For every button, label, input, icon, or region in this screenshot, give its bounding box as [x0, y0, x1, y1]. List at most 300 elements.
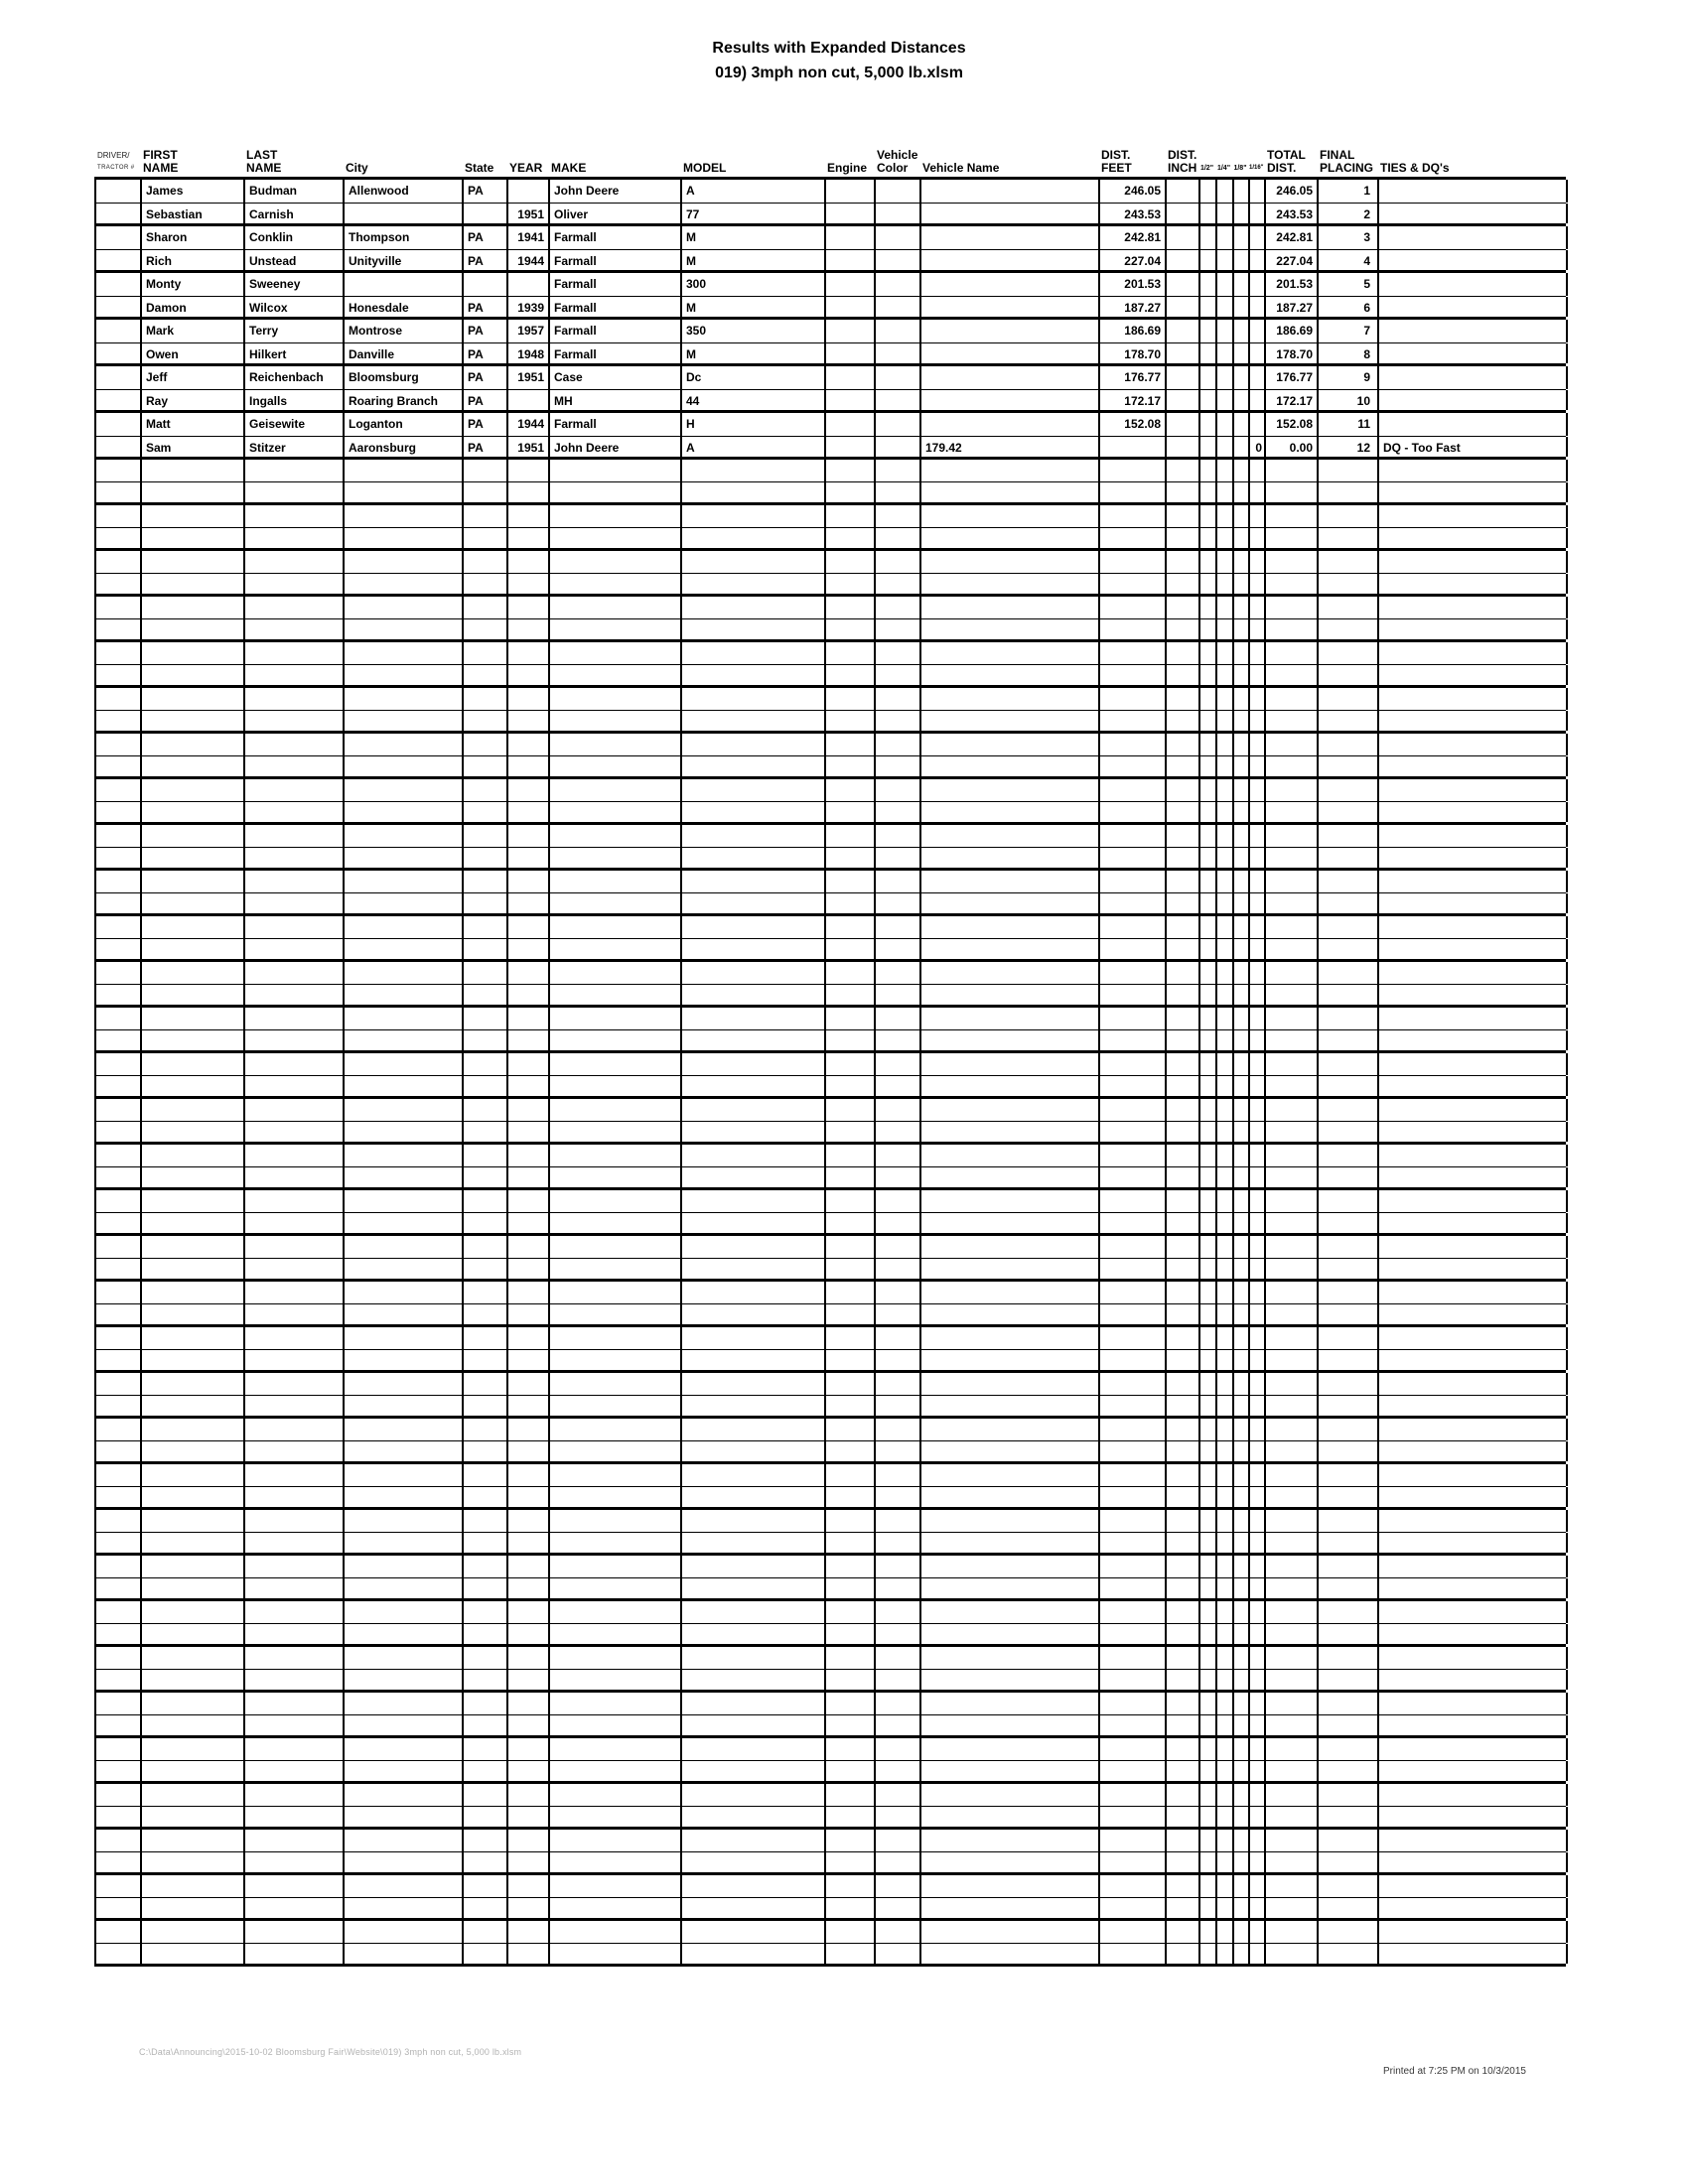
- cell-state: [464, 1236, 508, 1258]
- cell-year: [508, 802, 550, 822]
- cell-placing: [1319, 1487, 1379, 1507]
- cell-f4: [1217, 1419, 1234, 1440]
- cell-driver: [96, 1556, 142, 1577]
- cell-f8: [1234, 320, 1250, 342]
- cell-inch: [1167, 1373, 1200, 1395]
- cell-make: [550, 1030, 682, 1050]
- cell-placing: [1319, 1601, 1379, 1623]
- cell-first: Monty: [142, 273, 245, 296]
- cell-city: [345, 1327, 464, 1349]
- cell-make: [550, 1556, 682, 1577]
- cell-engine: [826, 619, 876, 639]
- cell-first: [142, 619, 245, 639]
- cell-placing: [1319, 1259, 1379, 1279]
- cell-feet: [1100, 1898, 1167, 1918]
- cell-f16: [1250, 460, 1266, 481]
- cell-model: A: [682, 180, 826, 203]
- cell-driver: [96, 939, 142, 959]
- cell-f2: [1200, 642, 1217, 664]
- cell-driver: [96, 871, 142, 892]
- cell-feet: [1100, 1875, 1167, 1897]
- cell-name: [921, 1533, 1100, 1553]
- cell-name: [921, 204, 1100, 224]
- cell-last: [245, 597, 345, 618]
- cell-color: [876, 1190, 921, 1212]
- cell-color: [876, 939, 921, 959]
- cell-first: [142, 665, 245, 685]
- cell-ties: [1379, 825, 1568, 847]
- cell-f8: [1234, 1099, 1250, 1121]
- cell-feet: 201.53: [1100, 273, 1167, 296]
- cell-model: [682, 1327, 826, 1349]
- cell-placing: [1319, 1030, 1379, 1050]
- cell-f4: [1217, 1624, 1234, 1644]
- cell-f8: [1234, 1738, 1250, 1760]
- cell-f8: [1234, 413, 1250, 436]
- cell-last: [245, 1852, 345, 1872]
- cell-inch: [1167, 642, 1200, 664]
- cell-placing: [1319, 1213, 1379, 1233]
- cell-engine: [826, 1715, 876, 1735]
- cell-name: [921, 1578, 1100, 1598]
- cell-f4: [1217, 916, 1234, 938]
- cell-total: [1266, 939, 1319, 959]
- cell-year: [508, 1830, 550, 1851]
- cell-make: MH: [550, 390, 682, 411]
- cell-f2: [1200, 250, 1217, 271]
- cell-color: [876, 320, 921, 342]
- cell-f2: [1200, 893, 1217, 913]
- cell-color: [876, 1510, 921, 1532]
- cell-f8: [1234, 1715, 1250, 1735]
- cell-total: [1266, 1282, 1319, 1303]
- cell-ties: [1379, 734, 1568, 755]
- cell-total: [1266, 1030, 1319, 1050]
- cell-placing: [1319, 688, 1379, 710]
- cell-feet: 246.05: [1100, 180, 1167, 203]
- cell-total: [1266, 1327, 1319, 1349]
- cell-name: [921, 1761, 1100, 1781]
- cell-inch: [1167, 1510, 1200, 1532]
- cell-model: [682, 1259, 826, 1279]
- cell-year: [508, 962, 550, 984]
- empty-row: [96, 1761, 1566, 1784]
- cell-last: [245, 1122, 345, 1142]
- cell-state: [464, 848, 508, 868]
- cell-model: [682, 574, 826, 594]
- cell-last: [245, 1236, 345, 1258]
- cell-color: [876, 1738, 921, 1760]
- cell-f8: [1234, 528, 1250, 548]
- cell-ties: [1379, 1510, 1568, 1532]
- cell-ties: [1379, 939, 1568, 959]
- cell-city: [345, 1373, 464, 1395]
- cell-total: [1266, 1738, 1319, 1760]
- cell-first: [142, 482, 245, 502]
- cell-name: [921, 1441, 1100, 1461]
- cell-total: 176.77: [1266, 366, 1319, 389]
- empty-row: [96, 574, 1566, 597]
- cell-color: [876, 825, 921, 847]
- cell-year: [508, 734, 550, 755]
- cell-inch: [1167, 366, 1200, 389]
- cell-color: [876, 1419, 921, 1440]
- cell-year: [508, 1715, 550, 1735]
- cell-state: [464, 1487, 508, 1507]
- cell-inch: [1167, 597, 1200, 618]
- cell-first: [142, 1053, 245, 1075]
- cell-inch: [1167, 505, 1200, 527]
- cell-state: [464, 1350, 508, 1370]
- cell-f16: 0: [1250, 437, 1266, 458]
- cell-inch: [1167, 1236, 1200, 1258]
- cell-city: [345, 1830, 464, 1851]
- cell-f4: [1217, 1533, 1234, 1553]
- cell-f16: [1250, 1350, 1266, 1370]
- cell-f8: [1234, 1693, 1250, 1714]
- cell-first: [142, 688, 245, 710]
- cell-last: [245, 939, 345, 959]
- cell-name: [921, 1304, 1100, 1324]
- cell-ties: [1379, 1875, 1568, 1897]
- cell-year: [508, 756, 550, 776]
- cell-engine: [826, 1167, 876, 1187]
- empty-row: [96, 642, 1566, 665]
- header-f16-l2: 1/16": [1249, 165, 1264, 171]
- cell-color: [876, 871, 921, 892]
- cell-ties: [1379, 551, 1568, 573]
- cell-make: [550, 482, 682, 502]
- cell-year: [508, 528, 550, 548]
- cell-make: [550, 642, 682, 664]
- cell-f8: [1234, 825, 1250, 847]
- cell-ties: [1379, 871, 1568, 892]
- cell-year: [508, 665, 550, 685]
- cell-color: [876, 528, 921, 548]
- cell-inch: [1167, 204, 1200, 224]
- cell-driver: [96, 1510, 142, 1532]
- cell-inch: [1167, 1944, 1200, 1964]
- cell-state: [464, 1441, 508, 1461]
- cell-last: [245, 505, 345, 527]
- cell-f8: [1234, 482, 1250, 502]
- cell-color: [876, 756, 921, 776]
- cell-f4: [1217, 1373, 1234, 1395]
- cell-last: [245, 1944, 345, 1964]
- cell-last: [245, 848, 345, 868]
- cell-total: [1266, 482, 1319, 502]
- cell-driver: [96, 1578, 142, 1598]
- cell-name: [921, 1624, 1100, 1644]
- header-driver-l1: DRIVER/: [97, 151, 130, 160]
- cell-year: [508, 848, 550, 868]
- cell-model: [682, 1944, 826, 1964]
- cell-city: [345, 1761, 464, 1781]
- cell-placing: [1319, 1441, 1379, 1461]
- cell-placing: [1319, 756, 1379, 776]
- cell-total: [1266, 1145, 1319, 1166]
- cell-make: [550, 665, 682, 685]
- cell-color: [876, 642, 921, 664]
- cell-ties: [1379, 1008, 1568, 1029]
- cell-make: [550, 962, 682, 984]
- cell-f8: [1234, 779, 1250, 801]
- cell-f2: [1200, 1167, 1217, 1187]
- cell-f2: [1200, 1670, 1217, 1690]
- cell-f16: [1250, 1145, 1266, 1166]
- cell-ties: [1379, 505, 1568, 527]
- cell-last: [245, 1693, 345, 1714]
- title-line1: Results with Expanded Distances: [712, 40, 966, 57]
- header-total-l1: TOTAL: [1267, 148, 1306, 162]
- cell-ties: [1379, 273, 1568, 296]
- cell-name: [921, 688, 1100, 710]
- cell-make: [550, 1830, 682, 1851]
- cell-f4: [1217, 1304, 1234, 1324]
- cell-city: [345, 1944, 464, 1964]
- cell-first: [142, 1213, 245, 1233]
- cell-f2: [1200, 1213, 1217, 1233]
- cell-placing: [1319, 871, 1379, 892]
- cell-feet: [1100, 1213, 1167, 1233]
- footer-printed-info: Printed at 7:25 PM on 10/3/2015: [1383, 2066, 1526, 2077]
- cell-model: [682, 1190, 826, 1212]
- cell-city: [345, 1122, 464, 1142]
- cell-year: [508, 1670, 550, 1690]
- cell-first: [142, 1076, 245, 1096]
- cell-driver: [96, 1761, 142, 1781]
- cell-name: [921, 985, 1100, 1005]
- cell-engine: [826, 1008, 876, 1029]
- cell-f8: [1234, 1784, 1250, 1806]
- cell-state: [464, 802, 508, 822]
- cell-f2: [1200, 779, 1217, 801]
- cell-inch: [1167, 1921, 1200, 1943]
- cell-engine: [826, 1213, 876, 1233]
- cell-ties: [1379, 1715, 1568, 1735]
- cell-model: [682, 551, 826, 573]
- cell-placing: [1319, 916, 1379, 938]
- cell-engine: [826, 688, 876, 710]
- empty-row: [96, 1715, 1566, 1738]
- cell-last: [245, 619, 345, 639]
- cell-f4: [1217, 779, 1234, 801]
- empty-row: [96, 1852, 1566, 1875]
- cell-model: M: [682, 297, 826, 318]
- cell-engine: [826, 1350, 876, 1370]
- cell-model: A: [682, 437, 826, 458]
- cell-make: [550, 1875, 682, 1897]
- cell-f16: [1250, 1008, 1266, 1029]
- cell-name: [921, 1556, 1100, 1577]
- cell-ties: [1379, 1099, 1568, 1121]
- header-first: [140, 149, 243, 177]
- header-color-l1: Vehicle: [877, 148, 918, 162]
- cell-last: [245, 1259, 345, 1279]
- cell-f16: [1250, 665, 1266, 685]
- cell-driver: [96, 273, 142, 296]
- cell-ties: [1379, 1624, 1568, 1644]
- cell-f8: [1234, 1304, 1250, 1324]
- cell-first: [142, 1030, 245, 1050]
- cell-make: [550, 1145, 682, 1166]
- cell-year: [508, 273, 550, 296]
- cell-driver: [96, 390, 142, 411]
- cell-f2: [1200, 1350, 1217, 1370]
- cell-f4: [1217, 848, 1234, 868]
- cell-f16: [1250, 1624, 1266, 1644]
- cell-placing: 5: [1319, 273, 1379, 296]
- cell-ties: [1379, 320, 1568, 342]
- cell-placing: 4: [1319, 250, 1379, 271]
- cell-inch: [1167, 1122, 1200, 1142]
- cell-engine: [826, 1852, 876, 1872]
- cell-city: [345, 734, 464, 755]
- cell-color: [876, 1647, 921, 1669]
- cell-inch: [1167, 962, 1200, 984]
- cell-make: Farmall: [550, 320, 682, 342]
- cell-f4: [1217, 226, 1234, 249]
- cell-last: Reichenbach: [245, 366, 345, 389]
- cell-f16: [1250, 1830, 1266, 1851]
- cell-last: [245, 1921, 345, 1943]
- cell-last: [245, 916, 345, 938]
- cell-year: [508, 939, 550, 959]
- cell-ties: [1379, 482, 1568, 502]
- cell-f16: [1250, 1487, 1266, 1507]
- cell-make: Farmall: [550, 413, 682, 436]
- cell-f2: [1200, 1190, 1217, 1212]
- cell-inch: [1167, 482, 1200, 502]
- cell-f4: [1217, 460, 1234, 481]
- cell-f16: [1250, 1282, 1266, 1303]
- cell-f4: [1217, 505, 1234, 527]
- cell-f16: [1250, 1852, 1266, 1872]
- cell-year: 1939: [508, 297, 550, 318]
- cell-year: [508, 1556, 550, 1577]
- empty-row: [96, 1578, 1566, 1601]
- cell-total: [1266, 916, 1319, 938]
- cell-last: [245, 985, 345, 1005]
- cell-ties: [1379, 343, 1568, 364]
- cell-name: [921, 1419, 1100, 1440]
- cell-model: [682, 1875, 826, 1897]
- table-header-row: [94, 139, 1566, 177]
- cell-placing: [1319, 1875, 1379, 1897]
- cell-f4: [1217, 250, 1234, 271]
- cell-f2: [1200, 482, 1217, 502]
- cell-placing: [1319, 1715, 1379, 1735]
- cell-last: [245, 1578, 345, 1598]
- cell-first: [142, 1122, 245, 1142]
- cell-state: [464, 779, 508, 801]
- cell-f16: [1250, 711, 1266, 731]
- cell-inch: [1167, 871, 1200, 892]
- cell-engine: [826, 1282, 876, 1303]
- cell-last: [245, 1282, 345, 1303]
- cell-city: [345, 1008, 464, 1029]
- cell-model: [682, 597, 826, 618]
- header-last-l1: LAST: [246, 148, 278, 162]
- cell-feet: [1100, 1647, 1167, 1669]
- cell-model: [682, 1852, 826, 1872]
- cell-f2: [1200, 180, 1217, 203]
- cell-total: [1266, 1784, 1319, 1806]
- cell-f4: [1217, 1921, 1234, 1943]
- cell-model: [682, 1898, 826, 1918]
- cell-f4: [1217, 1145, 1234, 1166]
- cell-driver: [96, 1350, 142, 1370]
- cell-first: [142, 1807, 245, 1827]
- cell-state: [464, 734, 508, 755]
- cell-ties: [1379, 1167, 1568, 1187]
- cell-color: [876, 1852, 921, 1872]
- cell-make: [550, 688, 682, 710]
- cell-city: [345, 1099, 464, 1121]
- cell-inch: [1167, 1145, 1200, 1166]
- cell-state: [464, 962, 508, 984]
- cell-engine: [826, 1556, 876, 1577]
- cell-city: [345, 597, 464, 618]
- cell-model: [682, 1030, 826, 1050]
- cell-f4: [1217, 871, 1234, 892]
- cell-total: [1266, 1944, 1319, 1964]
- cell-inch: [1167, 1076, 1200, 1096]
- cell-total: [1266, 528, 1319, 548]
- cell-first: [142, 1556, 245, 1577]
- cell-color: [876, 1784, 921, 1806]
- cell-model: [682, 1510, 826, 1532]
- empty-row: [96, 1282, 1566, 1304]
- cell-placing: [1319, 1464, 1379, 1486]
- cell-make: [550, 1670, 682, 1690]
- cell-color: [876, 1053, 921, 1075]
- cell-feet: [1100, 848, 1167, 868]
- cell-year: [508, 1213, 550, 1233]
- cell-state: [464, 1099, 508, 1121]
- cell-placing: [1319, 1076, 1379, 1096]
- cell-engine: [826, 413, 876, 436]
- cell-engine: [826, 1738, 876, 1760]
- cell-placing: [1319, 1122, 1379, 1142]
- empty-row: [96, 1647, 1566, 1670]
- cell-name: [921, 1327, 1100, 1349]
- cell-inch: [1167, 802, 1200, 822]
- cell-f16: [1250, 320, 1266, 342]
- cell-f2: [1200, 665, 1217, 685]
- cell-name: [921, 893, 1100, 913]
- cell-feet: [1100, 1167, 1167, 1187]
- cell-make: [550, 1533, 682, 1553]
- cell-model: [682, 734, 826, 755]
- cell-driver: [96, 1693, 142, 1714]
- cell-feet: [1100, 1830, 1167, 1851]
- cell-f8: [1234, 574, 1250, 594]
- cell-feet: [1100, 825, 1167, 847]
- header-driver-l2: TRACTOR #: [97, 165, 135, 171]
- cell-name: [921, 1396, 1100, 1416]
- cell-f4: [1217, 366, 1234, 389]
- cell-driver: [96, 528, 142, 548]
- cell-f16: [1250, 1122, 1266, 1142]
- cell-driver: [96, 1099, 142, 1121]
- cell-feet: [1100, 1601, 1167, 1623]
- cell-first: [142, 1464, 245, 1486]
- cell-total: 242.81: [1266, 226, 1319, 249]
- cell-name: [921, 273, 1100, 296]
- cell-last: [245, 665, 345, 685]
- cell-year: [508, 1304, 550, 1324]
